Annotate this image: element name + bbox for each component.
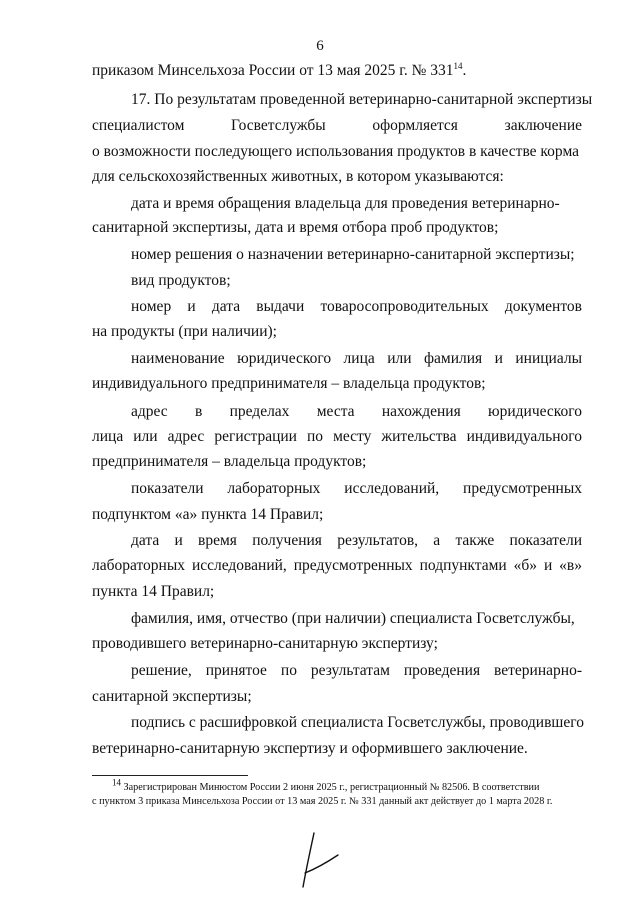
text-line: адрес в пределах места нахождения юридического (131, 403, 582, 420)
text-line: дата и время получения результатов, а также показатели (131, 532, 582, 549)
text-line: предпринимателя – владельца продуктов; (92, 453, 367, 470)
text-line: фамилия, имя, отчество (при наличии) специалиста Госветслужбы, (131, 610, 575, 627)
text-line: санитарной экспертизы, дата и время отбора проб продуктов; (92, 219, 499, 236)
text-line: 17. По результатам проведенной ветеринарно-санитарной экспертизы (131, 91, 593, 108)
text-line: решение, принятое по результатам проведения ветеринарно- (131, 662, 582, 679)
text-line: санитарной экспертизы; (92, 688, 252, 705)
text-line: проводившего ветеринарно-санитарную экспертизу; (92, 635, 438, 652)
handwritten-signature (280, 825, 360, 895)
text-line: ветеринарно-санитарную экспертизу и оформившего заключение. (92, 740, 528, 757)
text-line: подпись с расшифровкой специалиста Госветслужбы, проводившего (131, 714, 584, 731)
text-line: индивидуального предпринимателя – владельца продуктов; (92, 375, 486, 392)
text-line: приказом Минсельхоза России от 13 мая 2025 г. № $331^{14}$. (92, 60, 467, 79)
footnote-line: с пунктом 3 приказа Минсельхоза России от 13 мая 2025 г. № 331 данный акт действует до 1 марта 2028 г. (92, 796, 553, 807)
page-number: 6 (316, 38, 324, 54)
text-line: показатели лабораторных исследований, предусмотренных (131, 480, 582, 497)
text-line: лица или адрес регистрации по месту жительства индивидуального (92, 428, 582, 445)
text-line: дата и время обращения владельца для проведения ветеринарно- (131, 195, 560, 212)
text-line: пункта 14 Правил; (92, 583, 215, 600)
footnote-marker: 14 (112, 777, 121, 788)
footnote-reference: 14 (453, 60, 463, 71)
text-line: вид продуктов; (131, 272, 231, 289)
text-line: подпунктом «а» пункта 14 Правил; (92, 506, 324, 523)
text-line: лабораторных исследований, предусмотренных подпунктами «б» и «в» (92, 557, 582, 574)
text-line: на продукты (при наличии); (92, 323, 277, 340)
text-line: наименование юридического лица или фамилия и инициалы (131, 350, 582, 367)
text-line: специалистом Госветслужбы оформляется заключение (92, 117, 582, 134)
footnote-separator (92, 775, 248, 776)
text-line: номер решения о назначении ветеринарно-санитарной экспертизы; (131, 246, 575, 263)
text-line: о возможности последующего использования продуктов в качестве корма (92, 143, 580, 160)
text-line: для сельскохозяйственных животных, в котором указываются: (92, 168, 504, 185)
footnote-line: $^{14}$ Зарегистрирован Минюстом России 2 июня 2025 г., регистрационный № 82506. В соответствии (112, 777, 540, 793)
text-line: номер и дата выдачи товаросопроводительных документов (131, 298, 582, 315)
